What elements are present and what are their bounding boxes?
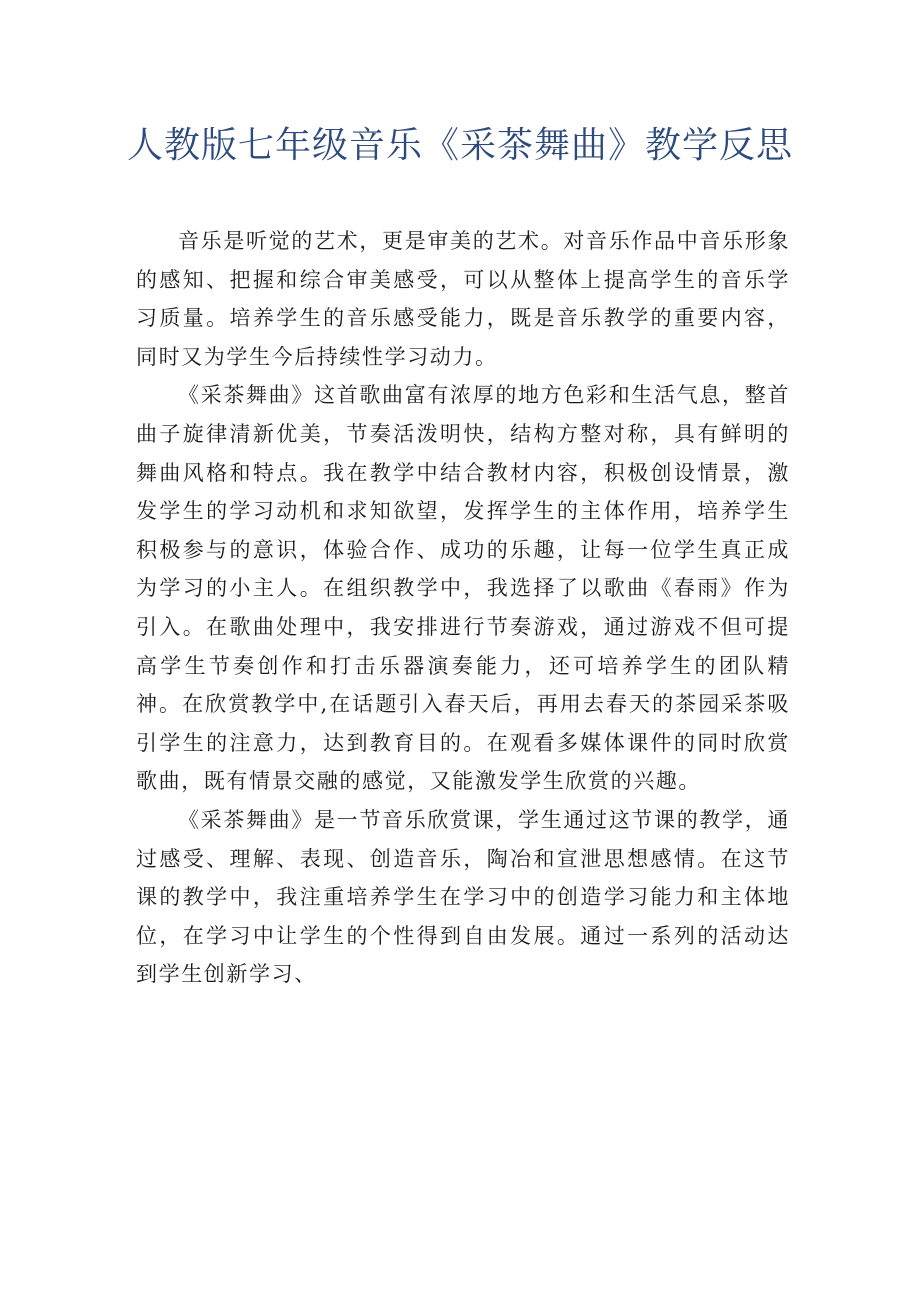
paragraph-2: 《采茶舞曲》这首歌曲富有浓厚的地方色彩和生活气息，整首曲子旋律清新优美，节奏活泼明快，结构方整对称，具有鲜明的舞曲风格和特点。我在教学中结合教材内容，积极创设情景，激发学生的学习动机和求知欲望，发挥学生的主体作用，培养学生积极参与的意识，体验合作、成功的乐趣，让每一位学生真正成为学习的小主人。在组织教学中，我选择了以歌曲《春雨》作为引入。在歌曲处理中，我安排进行节奏游戏，通过游戏不但可提高学生节奏创作和打击乐器演奏能力，还可培养学生的团队精神。在欣赏教学中,在话题引入春天后，再用去春天的茶园采茶吸引学生的注意力，达到教育目的。在观看多媒体课件的同时欣赏歌曲，既有情景交融的感觉，又能激发学生欣赏的兴趣。 bbox=[136, 383, 790, 794]
document-body bbox=[136, 222, 790, 994]
document-title: 人教版七年级音乐《采茶舞曲》教学反思 bbox=[126, 125, 793, 166]
paragraph-3: 《采茶舞曲》是一节音乐欣赏课，学生通过这节课的教学，通过感受、理解、表现、创造音乐，陶冶和宣泄思想感情。在这节课的教学中，我注重培养学生在学习中的创造学习能力和主体地位，在学习中让学生的个性得到自由发展。通过一系列的活动达到学生创新学习、 bbox=[136, 807, 790, 987]
paragraph-1: 音乐是听觉的艺术，更是审美的艺术。对音乐作品中音乐形象的感知、把握和综合审美感受，可以从整体上提高学生的音乐学习质量。培养学生的音乐感受能力，既是音乐教学的重要内容，同时又为学生今后持续性学习动力。 bbox=[136, 229, 790, 369]
